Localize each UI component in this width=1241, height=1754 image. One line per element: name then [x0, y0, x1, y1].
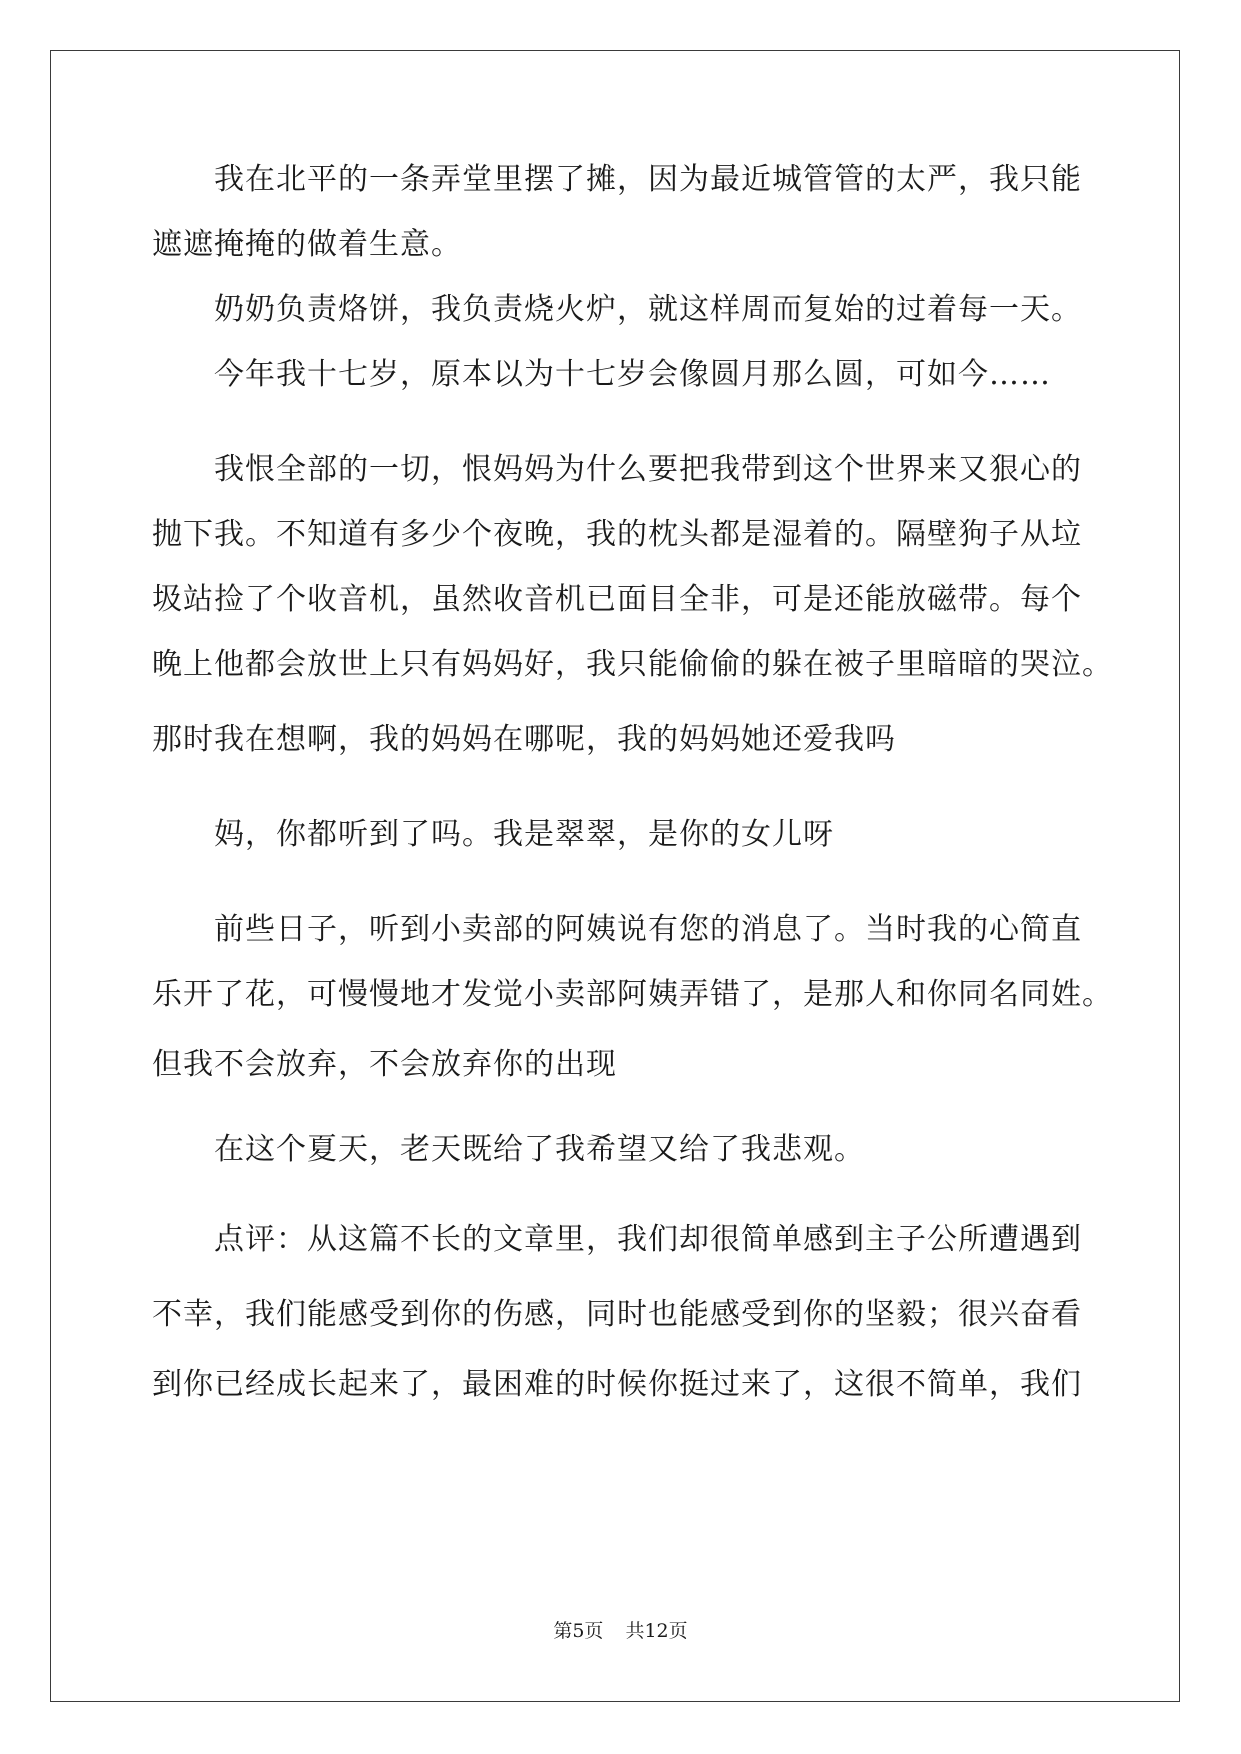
paragraph-line: 前些日子，听到小卖部的阿姨说有您的消息了。当时我的心简直: [214, 912, 1082, 947]
paragraph-line: 今年我十七岁，原本以为十七岁会像圆月那么圆，可如今……: [214, 357, 1051, 392]
paragraph-line: 乐开了花，可慢慢地才发觉小卖部阿姨弄错了，是那人和你同名同姓。: [152, 977, 1113, 1012]
paragraph-line: 但我不会放弃，不会放弃你的出现: [152, 1047, 617, 1082]
paragraph-line: 晚上他都会放世上只有妈妈好，我只能偷偷的躲在被子里暗暗的哭泣。: [152, 647, 1113, 682]
paragraph-line: 抛下我。不知道有多少个夜晚，我的枕头都是湿着的。隔壁狗子从垃: [152, 517, 1082, 552]
paragraph-line: 我恨全部的一切，恨妈妈为什么要把我带到这个世界来又狠心的: [214, 452, 1082, 487]
paragraph-line: 到你已经成长起来了，最困难的时候你挺过来了，这很不简单，我们: [152, 1367, 1082, 1402]
paragraph-line: 奶奶负责烙饼，我负责烧火炉，就这样周而复始的过着每一天。: [214, 292, 1082, 327]
page-footer: [0, 1616, 1241, 1643]
paragraph-line: 遮遮掩掩的做着生意。: [152, 227, 462, 262]
paragraph-line: 点评：从这篇不长的文章里，我们却很简单感到主子公所遭遇到: [214, 1222, 1082, 1257]
paragraph-line: 不幸，我们能感受到你的伤感，同时也能感受到你的坚毅；很兴奋看: [152, 1297, 1082, 1332]
paragraph-line: 圾站捡了个收音机，虽然收音机已面目全非，可是还能放磁带。每个: [152, 582, 1082, 617]
paragraph-line: 我在北平的一条弄堂里摆了摊，因为最近城管管的太严，我只能: [214, 162, 1082, 197]
paragraph-line: 妈，你都听到了吗。我是翠翠，是你的女儿呀: [214, 817, 834, 852]
paragraph-line: 那时我在想啊，我的妈妈在哪呢，我的妈妈她还爱我吗: [152, 722, 896, 757]
paragraph-line: 在这个夏天，老天既给了我希望又给了我悲观。: [214, 1132, 865, 1167]
page-total: 共12页: [625, 1620, 688, 1642]
page-number: 第5页: [553, 1620, 604, 1642]
